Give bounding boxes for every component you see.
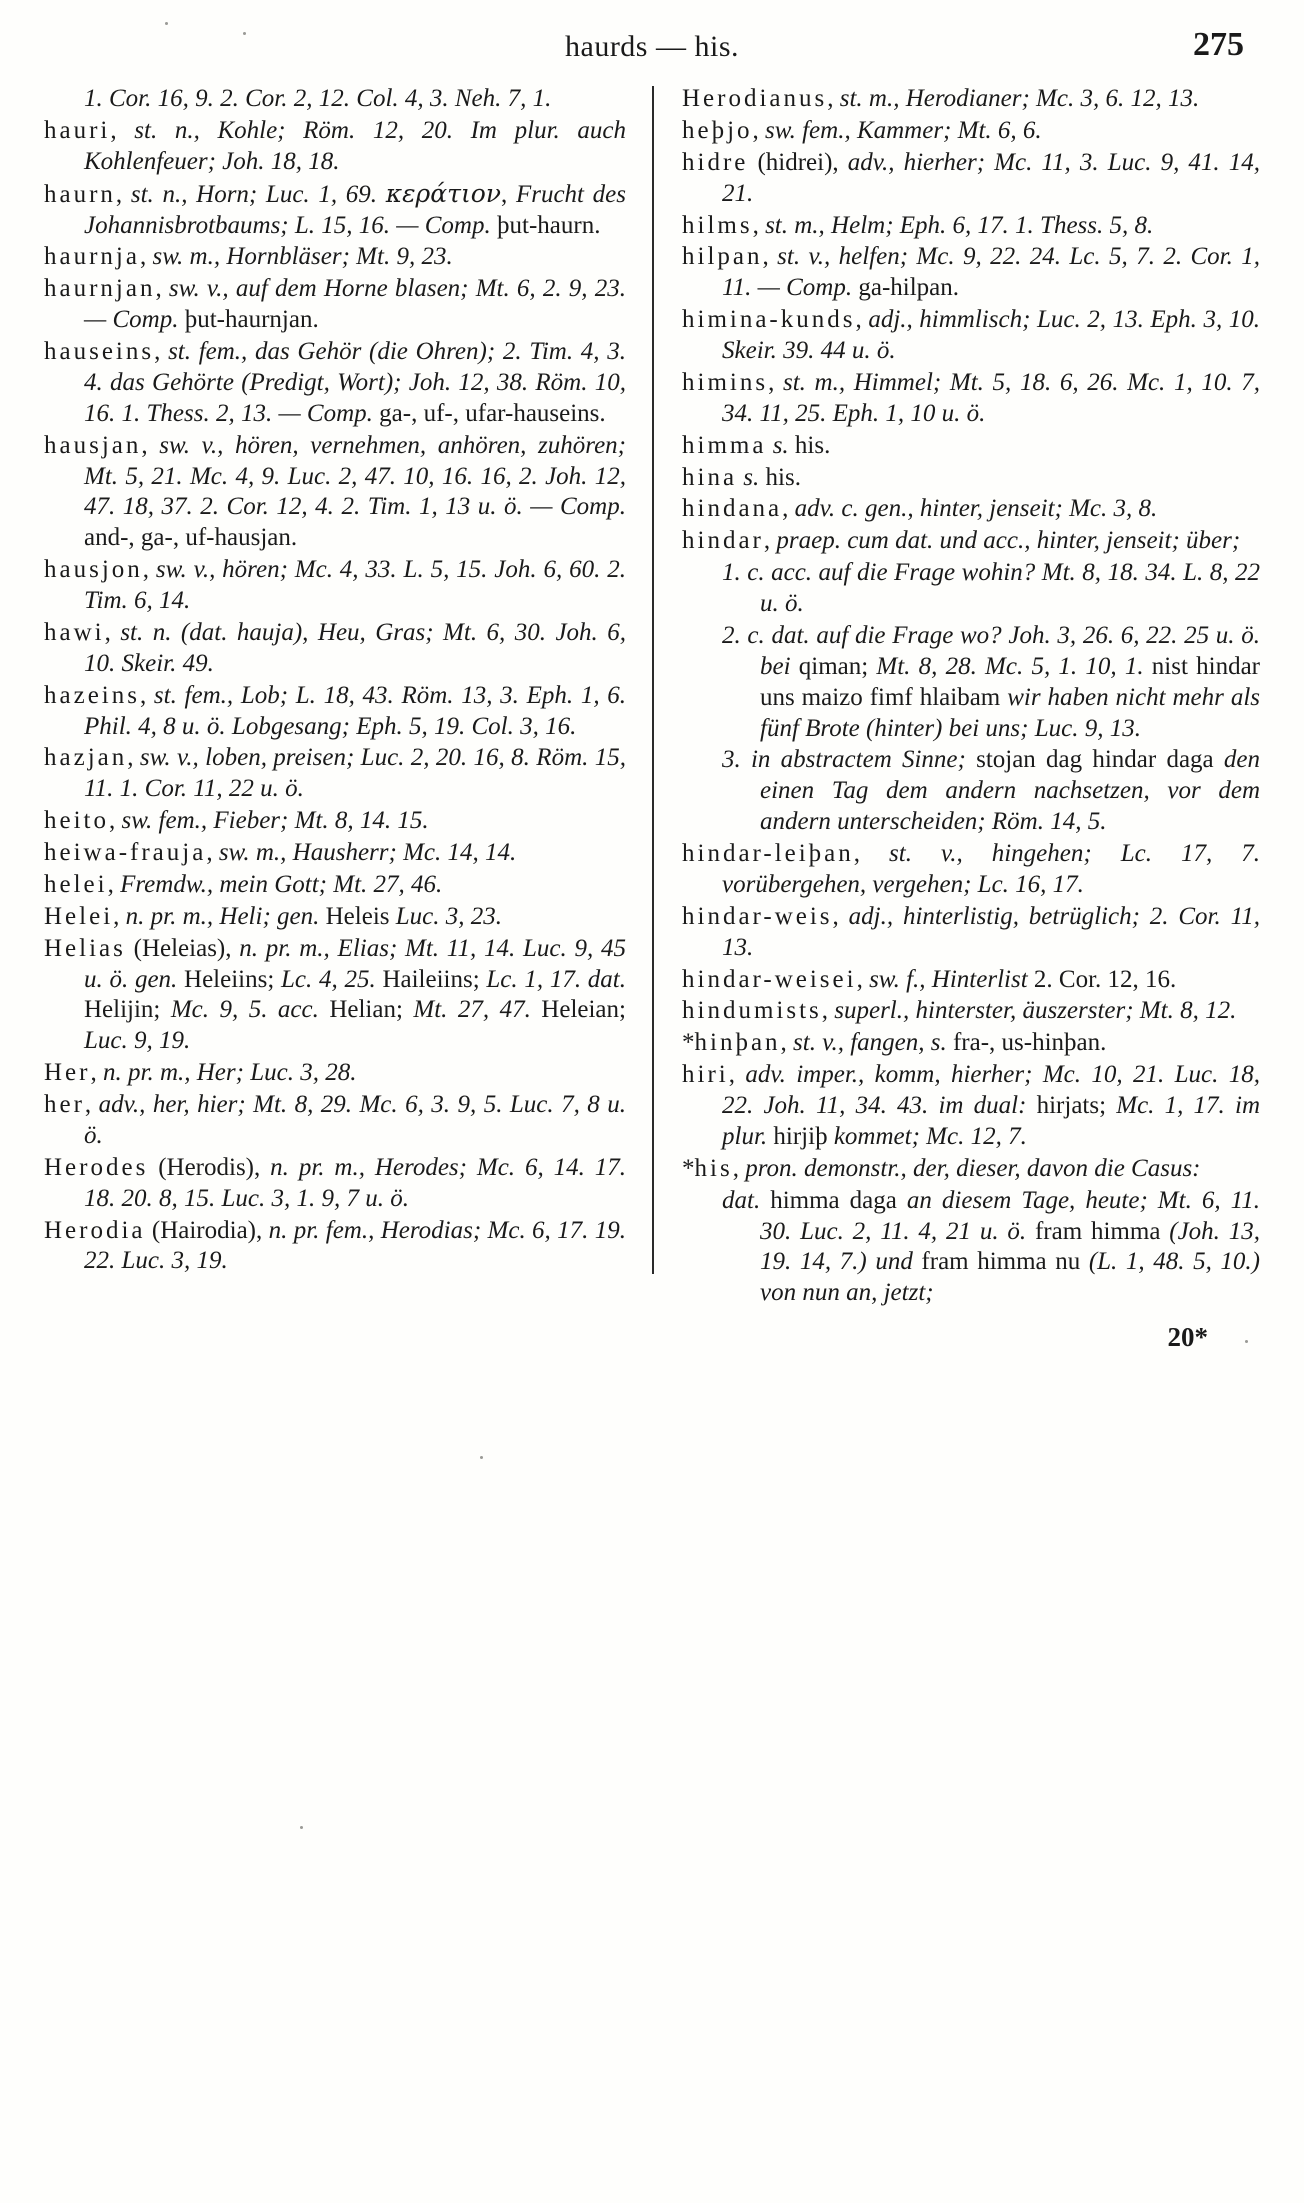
dictionary-subentry: dat. himma daga an diesem Tage, heute; Mt. 6, 11. 30. Luc. 2, 11. 4, 21 u. ö. fram himma (Joh. 13, 19. 14, 7.) und fram himma nu (L. 1, 48. 5, 10.) von nun an, jetzt; [722,1186,1260,1307]
dictionary-entry: hindar-weis, adj., hinterlistig, betrüglich; 2. Cor. 11, 13. [682,902,1261,961]
dictionary-entry: haurnja, sw. m., Hornbläser; Mt. 9, 23. [44,243,453,271]
dictionary-entry: hindar, praep. cum dat. und acc., hinter, jenseit; über; [682,527,1241,555]
dictionary-entry: hindana, adv. c. gen., hinter, jenseit; Mc. 3, 8. [682,495,1158,523]
dictionary-entry: hindumists, superl., hinterster, äuszerster; Mt. 8, 12. [682,997,1237,1025]
running-head: haurds — his. [565,30,739,63]
dictionary-subentry: 2. c. dat. auf die Frage wo? Joh. 3, 26. 6, 22. 25 u. ö. bei qiman; Mt. 8, 28. Mc. 5, 1. 10, 1. nist hindar uns maizo fimf hlaibam wir haben nicht mehr als fünf Brote (hinter) bei uns; Luc. 9, 13. [722,621,1260,742]
dictionary-entry: Helei, n. pr. m., Heli; gen. Heleis Luc. 3, 23. [44,902,502,930]
right-column [652,84,1260,1310]
dictionary-entry: Herodianus, st. m., Herodianer; Mc. 3, 6. 12, 13. [682,85,1200,112]
dictionary-entry: heiwa-frauja, sw. m., Hausherr; Mc. 14, 14. [44,839,517,866]
dictionary-entry: hazeins, st. fem., Lob; L. 18, 43. Röm. 13, 3. Eph. 1, 6. Phil. 4, 8 u. ö. Lobgesang; Eph. 5, 19. Col. 3, 16. [44,681,627,740]
dictionary-entry: hidre (hidrei), adv., hierher; Mc. 11, 3. Luc. 9, 41. 14, 21. [682,148,1260,207]
speck [1245,1340,1248,1343]
dictionary-entry: hauseins, st. fem., das Gehör (die Ohren); 2. Tim. 4, 3. 4. das Gehörte (Predigt, Wort); Joh. 12, 38. Röm. 10, 16. 1. Thess. 2, 13. — Comp. ga-, uf-, ufar-hauseins. [44,338,626,427]
dictionary-entry: hausjan, sw. v., hören, vernehmen, anhören, zuhören; Mt. 5, 21. Mc. 4, 9. Luc. 2, 47. 10, 16. 16, 2. Joh. 12, 47. 18, 37. 2. Cor. 12, 4. 2. Tim. 1, 13 u. ö. — Comp. and-, ga-, uf-hausjan. [44,431,626,552]
page-footer [44,1316,1260,1362]
speck [243,32,246,35]
dictionary-entry: hilms, st. m., Helm; Eph. 6, 17. 1. Thess. 5, 8. [682,211,1154,239]
column-divider [652,86,654,1274]
dictionary-entry: *his, pron. demonstr., der, dieser, davon die Casus: [682,1154,1201,1182]
dictionary-entry: hauri, st. n., Kohle; Röm. 12, 20. Im plur. auch Kohlenfeuer; Joh. 18, 18. [44,116,627,175]
dictionary-entry: Her, n. pr. m., Her; Luc. 3, 28. [44,1059,357,1087]
dictionary-entry: hilpan, st. v., helfen; Mc. 9, 22. 24. Lc. 5, 7. 2. Cor. 1, 11. — Comp. ga-hilpan. [682,243,1261,302]
dictionary-entry: helei, Fremdw., mein Gott; Mt. 27, 46. [44,870,443,898]
dictionary-entry: Herodia (Hairodia), n. pr. fem., Herodias; Mc. 6, 17. 19. 22. Luc. 3, 19. [44,1216,626,1275]
sheet-signature: 20* [1167,1322,1208,1353]
dictionary-entry: 1. Cor. 16, 9. 2. Cor. 2, 12. Col. 4, 3. Neh. 7, 1. [84,85,552,112]
dictionary-entry: haurn, st. n., Horn; Luc. 1, 69. κεράτιον, Frucht des Johannisbrotbaums; L. 15, 16. — Comp. þut-haurn. [44,178,627,239]
page-header [44,26,1260,80]
dictionary-entry: himins, st. m., Himmel; Mt. 5, 18. 6, 26. Mc. 1, 10. 7, 34. 11, 25. Eph. 1, 10 u. ö. [682,368,1260,427]
dictionary-entry: hawi, st. n. (dat. hauja), Heu, Gras; Mt. 6, 30. Joh. 6, 10. Skeir. 49. [44,618,627,677]
page-number: 275 [1193,26,1244,63]
dictionary-entry: haurnjan, sw. v., auf dem Horne blasen; Mt. 6, 2. 9, 23. — Comp. þut-haurnjan. [44,275,626,334]
dictionary-entry: hina s. his. [682,463,801,491]
text-columns [44,84,1260,1310]
dictionary-entry: *hinþan, st. v., fangen, s. fra-, us-hinþan. [682,1029,1107,1057]
speck [480,1456,483,1459]
dictionary-entry: Helias (Heleias), n. pr. m., Elias; Mt. 11, 14. Luc. 9, 45 u. ö. gen. Heleiins; Lc. 4, 25. Haileiins; Lc. 1, 17. dat. Helijin; Mc. 9, 5. acc. Helian; Mt. 27, 47. Heleian; Luc. 9, 19. [44,934,626,1055]
dictionary-entry: himina-kunds, adj., himmlisch; Luc. 2, 13. Eph. 3, 10. Skeir. 39. 44 u. ö. [682,306,1260,364]
speck [165,22,168,25]
dictionary-subentry: 3. in abstractem Sinne; stojan dag hindar daga den einen Tag dem andern nachsetzen, vor dem andern unterscheiden; Röm. 14, 5. [722,746,1260,836]
dictionary-entry: hausjon, sw. v., hören; Mc. 4, 33. L. 5, 15. Joh. 6, 60. 2. Tim. 6, 14. [44,556,627,614]
dictionary-entry: heþjo, sw. fem., Kammer; Mt. 6, 6. [682,116,1042,144]
speck [300,1826,303,1829]
dictionary-entry: hiri, adv. imper., komm, hierher; Mc. 10, 21. Luc. 18, 22. Joh. 11, 34. 43. im dual: hirjats; Mc. 1, 17. im plur. hirjiþ kommet; Mc. 12, 7. [682,1061,1261,1150]
dictionary-entry: hindar-weisei, sw. f., Hinterlist 2. Cor. 12, 16. [682,965,1177,993]
dictionary-entry: himma s. his. [682,431,831,459]
dictionary-entry: hazjan, sw. v., loben, preisen; Luc. 2, 20. 16, 8. Röm. 15, 11. 1. Cor. 11, 22 u. ö. [44,744,626,803]
dictionary-entry: Herodes (Herodis), n. pr. m., Herodes; Mc. 6, 14. 17. 18. 20. 8, 15. Luc. 3, 1. 9, 7 u. ö. [44,1153,626,1212]
dictionary-entry: hindar-leiþan, st. v., hingehen; Lc. 17, 7. vorübergehen, vergehen; Lc. 16, 17. [682,840,1260,898]
dictionary-subentry: 1. c. acc. auf die Frage wohin? Mt. 8, 18. 34. L. 8, 22 u. ö. [722,559,1260,617]
left-column [44,84,652,1310]
dictionary-entry: her, adv., her, hier; Mt. 8, 29. Mc. 6, 3. 9, 5. Luc. 7, 8 u. ö. [44,1091,626,1149]
dictionary-entry: heito, sw. fem., Fieber; Mt. 8, 14. 15. [44,807,429,835]
